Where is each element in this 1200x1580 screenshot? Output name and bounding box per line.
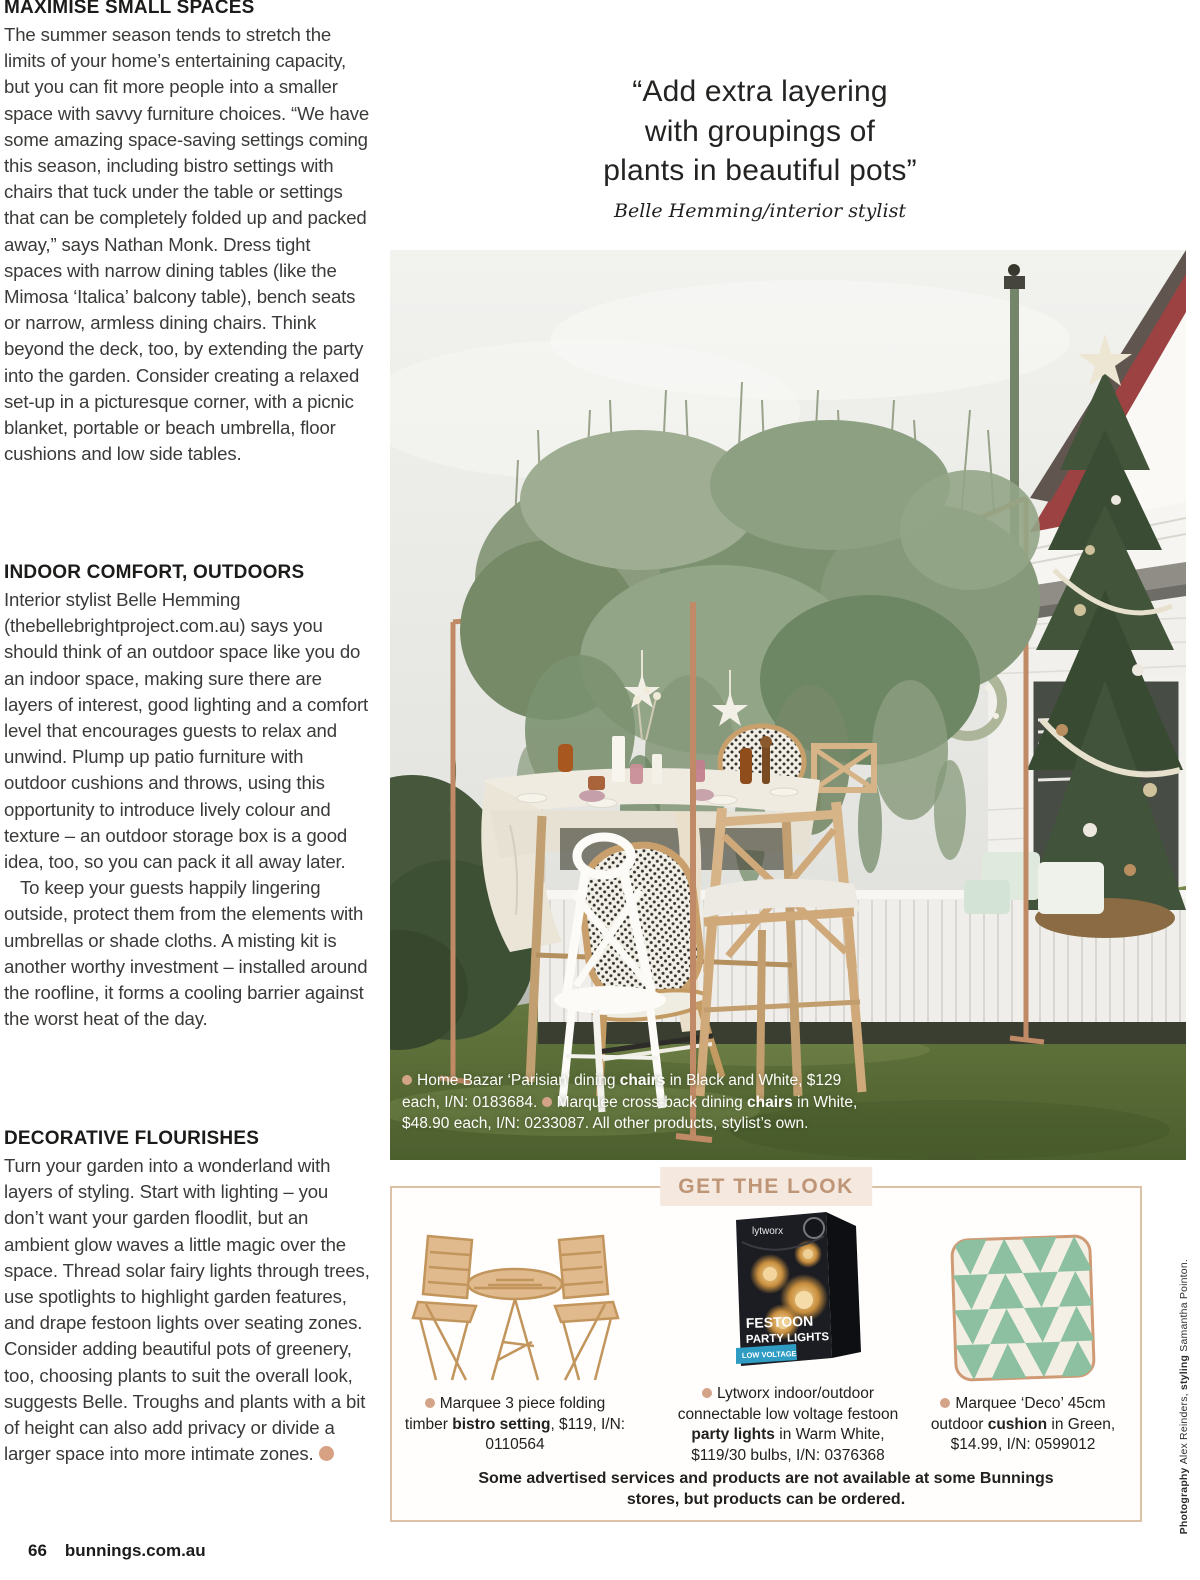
article-section-maximise <box>4 0 370 467</box>
bistro-setting-image <box>404 1216 626 1384</box>
credit-label: Photography <box>1178 1463 1190 1534</box>
caption-text: in Green, $14.99, I/N: 0599012 <box>950 1415 1116 1453</box>
photography-credit <box>1178 1259 1190 1534</box>
caption-text: , $119, I/N: 0110564 <box>485 1415 626 1453</box>
product-caption <box>670 1384 906 1466</box>
page-footer <box>28 1541 206 1561</box>
article-column <box>4 0 370 1580</box>
caption-bold: bistro setting <box>452 1415 551 1433</box>
bullet-icon <box>940 1398 950 1408</box>
page-number: 66 <box>28 1541 47 1560</box>
product-caption <box>914 1394 1132 1456</box>
hero-photo <box>390 250 1186 1160</box>
photo-caption <box>402 1070 880 1135</box>
caption-text: in Black and White, $129 each, I/N: 0183684. <box>402 1072 842 1111</box>
caption-text: in Warm White, $119/30 bulbs, I/N: 0376368 <box>691 1426 885 1464</box>
get-the-look-title: GET THE LOOK <box>660 1167 872 1206</box>
section-paragraph: To keep your guests happily lingering outside, protect them from the elements with umbrellas or shade cloths. A misting kit is another worthy investment – installed around the roofline, it forms a cooling barrier against the worst heat of the day. <box>4 877 368 1030</box>
product-bistro-setting <box>404 1216 626 1456</box>
article-end-dot-icon <box>319 1446 334 1461</box>
caption-text: in White, $48.90 each, I/N: 0233087. All other products, stylist’s own. <box>402 1093 858 1132</box>
footer-site: bunnings.com.au <box>64 1541 206 1560</box>
caption-text: Marquee 3 piece folding timber <box>404 1395 606 1433</box>
get-the-look-panel <box>390 1175 1142 1522</box>
section-paragraph: Interior stylist Belle Hemming (thebellebrightproject.com.au) says you should think of an outdoor space like you do an indoor space, making sure there are layers of interest, good lighting and a comfort level that encourages guests to relax and unwind. Plump up patio furniture with outdoor cushions and throws, using this opportunity to introduce lively colour and texture – an outdoor storage box is a good idea, too, so you can pack it all away later. <box>4 589 368 873</box>
caption-text: Marquee ‘Deco’ 45cm outdoor <box>930 1395 1106 1433</box>
product-caption <box>404 1394 626 1456</box>
caption-bold: chairs <box>747 1093 793 1111</box>
caption-bold: cushion <box>987 1415 1048 1433</box>
caption-text: Marquee cross-back dining <box>556 1093 748 1111</box>
quote-line: plants in beautiful pots” <box>603 154 917 187</box>
section-heading: DECORATIVE FLOURISHES <box>4 1128 260 1149</box>
article-section-indoor-comfort <box>4 562 370 1032</box>
festoon-title2: PARTY LIGHTS <box>745 1331 830 1346</box>
garden-dining-illustration <box>390 250 1186 1160</box>
caption-bold: party lights <box>691 1426 775 1443</box>
section-paragraph <box>4 1153 370 1467</box>
quote-line: “Add extra layering <box>632 75 888 108</box>
bullet-icon <box>402 1075 412 1085</box>
bullet-icon <box>702 1388 712 1398</box>
caption-text: Home Bazar ‘Parisian’ dining <box>417 1072 620 1089</box>
availability-disclaimer <box>392 1468 1140 1510</box>
pull-quote <box>470 72 1050 222</box>
quote-attribution: Belle Hemming/interior stylist <box>614 199 906 222</box>
disclaimer-text: Some advertised services and products are not available at some Bunnings stores, but products can be ordered. <box>478 1470 1054 1508</box>
credit-text: Samantha Pointon. <box>1178 1258 1190 1352</box>
cushion-image <box>914 1216 1132 1384</box>
quote-line: with groupings of <box>644 114 876 148</box>
festoon-brand: lytworx <box>752 1226 784 1237</box>
article-section-decorative <box>4 1128 370 1467</box>
product-deco-cushion <box>914 1216 1132 1456</box>
section-heading: MAXIMISE SMALL SPACES <box>4 0 255 18</box>
section-paragraph: The summer season tends to stretch the limits of your home’s entertaining capacity, but you can fit more people into a smaller space with savvy furniture choices. “We have some amazing space-saving settings coming this season, including bistro settings with chairs that tuck under the table or settings that can be completely folded up and packed away,” says Nathan Monk. Dress tight spaces with narrow dining tables (like the Mimosa ‘Italica’ balcony table), bench seats or narrow, armless dining chairs. Think beyond the deck, too, by extending the party into the garden. Consider creating a relaxed set-up in a picturesque corner, with a picnic blanket, portable or beach umbrella, floor cushions and low side tables. <box>4 24 370 465</box>
bullet-icon <box>542 1097 552 1107</box>
caption-bold: chairs <box>619 1072 666 1089</box>
festoon-title1: FESTOON <box>745 1312 814 1331</box>
festoon-badge: LOW VOLTAGE <box>741 1349 797 1360</box>
section-heading: INDOOR COMFORT, OUTDOORS <box>4 562 305 583</box>
paragraph-text: Turn your garden into a wonderland with layers of styling. Start with lighting – you don’t want your garden floodlit, but an ambient glow waves a little magic over the space. Thread solar fairy lights through trees, use spotlights to highlight garden features, and drape festoon lights over seating zones. Consider adding beautiful pots of greenery, too, choosing plants to suit the overall look, suggests Belle. Troughs and plants with a bit of height can also add privacy or divide a larger space into more intimate zones. <box>4 1155 370 1465</box>
caption-text: Lytworx indoor/outdoor connectable low voltage festoon <box>677 1385 899 1423</box>
credit-label: styling <box>1178 1351 1190 1390</box>
credit-text: Alex Reinders, <box>1178 1389 1190 1464</box>
bullet-icon <box>425 1398 435 1408</box>
festoon-lights-image <box>670 1206 906 1374</box>
product-festoon-lights <box>670 1206 906 1466</box>
